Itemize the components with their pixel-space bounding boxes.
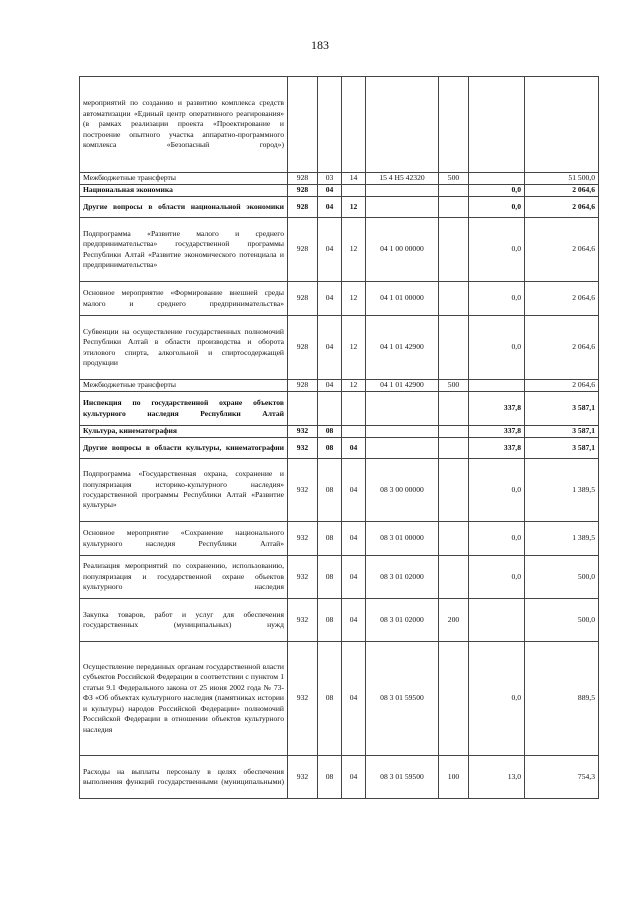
amount-2-cell: 1 389,5 — [525, 459, 599, 522]
section-code-cell: 08 — [318, 438, 342, 459]
table-row — [80, 197, 599, 218]
amount-2-cell: 2 064,6 — [525, 316, 599, 380]
subsection-code-cell: 14 — [342, 173, 366, 185]
table-row — [80, 185, 599, 197]
amount-2-cell: 1 389,5 — [525, 522, 599, 556]
target-article-cell: 08 3 01 59500 — [366, 756, 439, 799]
subsection-code-cell: 04 — [342, 556, 366, 599]
ministry-code-cell: 932 — [288, 599, 318, 642]
expense-type-cell — [439, 426, 469, 438]
subsection-code-cell — [342, 185, 366, 197]
ministry-code-cell: 932 — [288, 438, 318, 459]
ministry-code-cell: 932 — [288, 426, 318, 438]
amount-1-cell: 0,0 — [469, 197, 525, 218]
row-name-cell: Другие вопросы в области культуры, кинематографии — [80, 438, 288, 459]
amount-2-cell: 889,5 — [525, 642, 599, 756]
expense-type-cell — [439, 459, 469, 522]
row-name-cell: Инспекция по государственной охране объектов культурного наследия Республики Алтай — [80, 392, 288, 426]
target-article-cell: 04 1 01 00000 — [366, 282, 439, 316]
amount-1-cell: 0,0 — [469, 522, 525, 556]
section-code-cell: 04 — [318, 185, 342, 197]
ministry-code-cell: 928 — [288, 173, 318, 185]
target-article-cell — [366, 77, 439, 173]
section-code-cell: 08 — [318, 642, 342, 756]
ministry-code-cell — [288, 392, 318, 426]
table-row — [80, 556, 599, 599]
table-row — [80, 426, 599, 438]
table-body — [80, 77, 599, 799]
row-name-cell: Осуществление переданных органам государственной власти субъектов Российской Федерации в соответствии с пунктом 1 статьи 9.1 Федерального закона от 25 июня 2002 года № 73-ФЗ «Об объектах культурного наследия (памятниках истории и культуры) народов Российской Федерации» полномочий Российской Федерации в отношении объектов культурного наследия — [80, 642, 288, 756]
section-code-cell: 04 — [318, 380, 342, 392]
amount-1-cell: 0,0 — [469, 185, 525, 197]
ministry-code-cell — [288, 77, 318, 173]
table-row — [80, 218, 599, 282]
amount-1-cell: 0,0 — [469, 282, 525, 316]
expense-type-cell: 500 — [439, 380, 469, 392]
subsection-code-cell — [342, 77, 366, 173]
target-article-cell — [366, 197, 439, 218]
subsection-code-cell: 12 — [342, 197, 366, 218]
subsection-code-cell — [342, 392, 366, 426]
subsection-code-cell: 12 — [342, 316, 366, 380]
amount-1-cell — [469, 599, 525, 642]
expense-type-cell — [439, 218, 469, 282]
target-article-cell: 04 1 01 42900 — [366, 380, 439, 392]
budget-table — [79, 76, 599, 799]
expense-type-cell — [439, 642, 469, 756]
subsection-code-cell: 04 — [342, 438, 366, 459]
ministry-code-cell: 932 — [288, 756, 318, 799]
table-row — [80, 459, 599, 522]
table-row — [80, 642, 599, 756]
table-row — [80, 438, 599, 459]
expense-type-cell — [439, 392, 469, 426]
target-article-cell: 04 1 00 00000 — [366, 218, 439, 282]
section-code-cell — [318, 392, 342, 426]
amount-2-cell: 3 587,1 — [525, 438, 599, 459]
ministry-code-cell: 928 — [288, 197, 318, 218]
section-code-cell: 08 — [318, 599, 342, 642]
row-name-cell: Национальная экономика — [80, 185, 288, 197]
amount-2-cell: 754,3 — [525, 756, 599, 799]
row-name-cell: Межбюджетные трансферты — [80, 173, 288, 185]
row-name-cell: Подпрограмма «Государственная охрана, сохранение и популяризация историко-культурного наследия» государственной программы Республики Алтай «Развитие культуры» — [80, 459, 288, 522]
amount-2-cell: 500,0 — [525, 556, 599, 599]
row-name-cell: Расходы на выплаты персоналу в целях обеспечения выполнения функций государственными (муниципальными) — [80, 756, 288, 799]
target-article-cell: 08 3 01 59500 — [366, 642, 439, 756]
row-name-cell: Подпрограмма «Развитие малого и среднего предпринимательства» государственной программы Республики Алтай «Развитие экономического потенциала и предпринимательства» — [80, 218, 288, 282]
amount-2-cell: 2 064,6 — [525, 197, 599, 218]
subsection-code-cell: 04 — [342, 642, 366, 756]
amount-1-cell: 0,0 — [469, 642, 525, 756]
section-code-cell: 04 — [318, 282, 342, 316]
amount-2-cell — [525, 77, 599, 173]
amount-2-cell: 500,0 — [525, 599, 599, 642]
table-row — [80, 282, 599, 316]
expense-type-cell: 200 — [439, 599, 469, 642]
target-article-cell — [366, 426, 439, 438]
table-row — [80, 522, 599, 556]
ministry-code-cell: 932 — [288, 459, 318, 522]
page-number: 183 — [311, 38, 329, 52]
expense-type-cell — [439, 185, 469, 197]
row-name-cell: мероприятий по созданию и развитию комплекса средств автоматизации «Единый центр оперативного реагирования» (в рамках реализации проекта «Проектирование и построение опытного участка аппаратно-программного комплекса «Безопасный город») — [80, 77, 288, 173]
target-article-cell: 08 3 01 00000 — [366, 522, 439, 556]
subsection-code-cell — [342, 426, 366, 438]
row-name-cell: Межбюджетные трансферты — [80, 380, 288, 392]
expense-type-cell: 500 — [439, 173, 469, 185]
target-article-cell: 08 3 01 02000 — [366, 556, 439, 599]
amount-1-cell — [469, 380, 525, 392]
expense-type-cell — [439, 197, 469, 218]
ministry-code-cell: 932 — [288, 642, 318, 756]
row-name-cell: Культура, кинематография — [80, 426, 288, 438]
amount-2-cell: 51 500,0 — [525, 173, 599, 185]
section-code-cell: 08 — [318, 459, 342, 522]
section-code-cell: 03 — [318, 173, 342, 185]
table-row — [80, 756, 599, 799]
amount-1-cell: 0,0 — [469, 218, 525, 282]
expense-type-cell — [439, 522, 469, 556]
row-name-cell: Закупка товаров, работ и услуг для обеспечения государственных (муниципальных) нужд — [80, 599, 288, 642]
amount-2-cell: 2 064,6 — [525, 185, 599, 197]
target-article-cell — [366, 392, 439, 426]
target-article-cell: 08 3 00 00000 — [366, 459, 439, 522]
table-row — [80, 380, 599, 392]
ministry-code-cell: 928 — [288, 316, 318, 380]
target-article-cell: 04 1 01 42900 — [366, 316, 439, 380]
subsection-code-cell: 04 — [342, 756, 366, 799]
row-name-cell: Реализация мероприятий по сохранению, использованию, популяризация и государственной охране объектов культурного наследия — [80, 556, 288, 599]
amount-1-cell: 13,0 — [469, 756, 525, 799]
expense-type-cell: 100 — [439, 756, 469, 799]
target-article-cell: 15 4 Н5 42320 — [366, 173, 439, 185]
subsection-code-cell: 04 — [342, 599, 366, 642]
target-article-cell: 08 3 01 02000 — [366, 599, 439, 642]
section-code-cell: 08 — [318, 426, 342, 438]
amount-2-cell: 3 587,1 — [525, 426, 599, 438]
section-code-cell: 04 — [318, 197, 342, 218]
row-name-cell: Основное мероприятие «Сохранение национального культурного наследия Республики Алтай» — [80, 522, 288, 556]
ministry-code-cell: 928 — [288, 218, 318, 282]
amount-2-cell: 2 064,6 — [525, 218, 599, 282]
subsection-code-cell: 04 — [342, 459, 366, 522]
amount-1-cell — [469, 173, 525, 185]
expense-type-cell — [439, 77, 469, 173]
amount-2-cell: 2 064,6 — [525, 282, 599, 316]
subsection-code-cell: 04 — [342, 522, 366, 556]
amount-1-cell — [469, 77, 525, 173]
table-row — [80, 316, 599, 380]
section-code-cell: 08 — [318, 556, 342, 599]
subsection-code-cell: 12 — [342, 282, 366, 316]
row-name-cell: Другие вопросы в области национальной экономики — [80, 197, 288, 218]
table-row — [80, 599, 599, 642]
table-row — [80, 173, 599, 185]
amount-1-cell: 337,8 — [469, 438, 525, 459]
amount-1-cell: 337,8 — [469, 392, 525, 426]
row-name-cell: Основное мероприятие «Формирование внешней среды малого и среднего предпринимательства» — [80, 282, 288, 316]
amount-2-cell: 3 587,1 — [525, 392, 599, 426]
ministry-code-cell: 928 — [288, 380, 318, 392]
target-article-cell — [366, 185, 439, 197]
ministry-code-cell: 932 — [288, 556, 318, 599]
section-code-cell: 04 — [318, 218, 342, 282]
section-code-cell: 08 — [318, 756, 342, 799]
row-name-cell: Субвенции на осуществление государственных полномочий Республики Алтай в области производства и оборота этилового спирта, алкогольной и спиртосодержащей продукции — [80, 316, 288, 380]
ministry-code-cell: 928 — [288, 185, 318, 197]
expense-type-cell — [439, 438, 469, 459]
amount-2-cell: 2 064,6 — [525, 380, 599, 392]
expense-type-cell — [439, 282, 469, 316]
amount-1-cell: 0,0 — [469, 316, 525, 380]
table-row — [80, 77, 599, 173]
amount-1-cell: 0,0 — [469, 459, 525, 522]
amount-1-cell: 337,8 — [469, 426, 525, 438]
section-code-cell: 04 — [318, 316, 342, 380]
expense-type-cell — [439, 556, 469, 599]
target-article-cell — [366, 438, 439, 459]
section-code-cell: 08 — [318, 522, 342, 556]
ministry-code-cell: 928 — [288, 282, 318, 316]
subsection-code-cell: 12 — [342, 218, 366, 282]
table-row — [80, 392, 599, 426]
expense-type-cell — [439, 316, 469, 380]
section-code-cell — [318, 77, 342, 173]
amount-1-cell: 0,0 — [469, 556, 525, 599]
subsection-code-cell: 12 — [342, 380, 366, 392]
ministry-code-cell: 932 — [288, 522, 318, 556]
